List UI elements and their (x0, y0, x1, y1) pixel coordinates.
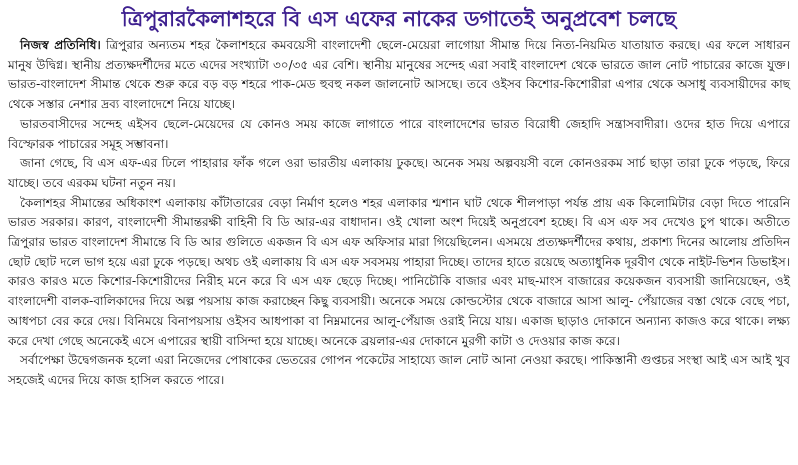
paragraph-text: ত্রিপুরার অন্যতম শহর কৈলাশহরে কমবয়েসী বাংলাদেশী ছেলে-মেয়েরা লাগোয়া সীমান্ত দিয়ে নিত্য-নিয়মিত যাতায়াত করছে। এর ফলে সাধারন মানুষ উদ্বিগ্ন। স্থানীয় প্রত্যক্ষদর্শীদের মতে এদের সংখ্যাটা ৩০/৩৫ এর বেশি। স্থানীয় মানুষের সন্দেহ এরা সবাই বাংলাদেশ থেকে ভারতে জাল নোট পাচারের কাজে যুক্ত। ভারত-বাংলাদেশ সীমান্ত থেকে শুরু করে বড় বড় শহরে পাক-মেড হুবহু নকল জালনোট আসছে। তবে ওইসব কিশোর-কিশোরীরা এপার থেকে অসাধু ব্যবসায়ীদের কাছ থেকে সস্তার নেশার দ্রব্য বাংলাদেশে নিয়ে যাচ্ছে। (8, 38, 790, 112)
byline: নিজস্ব প্রতিনিধি। (20, 38, 101, 52)
article-body (8, 36, 790, 391)
article-paragraph: ভারতবাসীদের সন্দেহ এইসব ছেলে-মেয়েদের যে কোনও সময় কাজে লাগাতে পারে বাংলাদেশের ভারত বিরোধী জেহাদি সন্ত্রাসবাদীরা। ওদের হাত দিয়ে এপারে বিস্ফোরক পাচারের সমূহ সম্ভাবনা। (8, 116, 790, 151)
article-paragraph: সর্বাপেক্ষা উদ্বেগজনক হলো এরা নিজেদের পোষাকের ভেতরের গোপন পকেটের সাহায্যে জাল নোট আনা নেওয়া করছে। পাকিস্তানী গুপ্তচর সংস্থা আই এস আই খুব সহজেই এদের দিয়ে কাজ হাসিল করতে পারে। (8, 353, 790, 387)
article-paragraph: কৈলাশহর সীমান্তের অধিকাংশ এলাকায় কাঁটাতারের বেড়া নির্মাণ হলেও শহর এলাকার শ্মশান ঘাট থেকে শীলপাড়া পর্যন্ত প্রায় এক কিলোমিটার বেড়া দিতে পারেনি ভারত সরকার। কারণ, বাংলাদেশী সীমান্তরক্ষী বাহিনী বি ডি আর-এর বাধাদান। ওই খোলা অংশ দিয়েই অনুপ্রবেশ হচ্ছে। বি এস এফ সব দেখেও চুপ থাকে। অতীতে ত্রিপুরার ভারত বাংলাদেশ সীমান্তে বি ডি আর গুলিতে একজন বি এস এফ অফিসার মারা গিয়েছিলেন। এসময়ে প্রত্যক্ষদর্শীদের কথায়, প্রকাশ্য দিনের আলোয় প্রতিদিন ছোট ছোট দলে ভাগ হয়ে এরা ঢুকে পড়ছে। অথচ ওই এলাকায় বি এস এফ সবসময় পাহারা দিচ্ছে। তাদের হাতে রয়েছে অত্যাধুনিক দূরবীণ থেকে নাইট-ভিশন ডিভাইস। কারও কারও মতে কিশোর-কিশোরীদের নিরীহ মনে করে বি এস এফ ছেড়ে দিচ্ছে। পানিচৌকি বাজার এবং মাছ-মাংস বাজারের কয়েকজন ব্যবসায়ী জানিয়েছেন, ওই বাংলাদেশী বালক-বালিকাদের দিয়ে অল্প পয়সায় কাজ করাচ্ছেন কিছু ব্যবসায়ী। অনেকে সময়ে কোল্ডস্টোর থেকে বাজারে আসা আলু- পেঁয়াজের বস্তা থেকে বেছে পচা, আধপচা বের করে দেয়। বিনিময়ে বিনাপয়সায় ওইসব আধপাকা বা নিম্নমানের আলু-পেঁয়াজ ওরাই নিয়ে যায়। একাজ ছাড়াও দোকানে অন্যান্য কাজও করে থাকে। লক্ষ্য করে দেখা গেছে অনেকেই এসে এপারের স্থায়ী বাসিন্দা হয়ে যাচ্ছে। অনেকে ব্রয়লার-এর দোকানে মুরগী কাটা ও দেওয়ার কাজ করে। (8, 195, 790, 348)
article-paragraph (8, 36, 790, 115)
article-headline: ত্রিপুরারকৈলাশহরে বি এস এফের নাকের ডগাতেই অনুপ্রবেশ চলছে (121, 7, 677, 31)
article-paragraph: জানা গেছে, বি এস এফ-এর ঢিলে পাহারার ফাঁক গলে ওরা ভারতীয় এলাকায় ঢুকছে। অনেক সময় অল্পবয়সী বলে কোনওরকম সার্চ ছাড়া তারা ঢুকে পড়ছে, ফিরে যাচ্ছে। তবে এরকম ঘটনা নতুন নয়। (8, 156, 790, 190)
